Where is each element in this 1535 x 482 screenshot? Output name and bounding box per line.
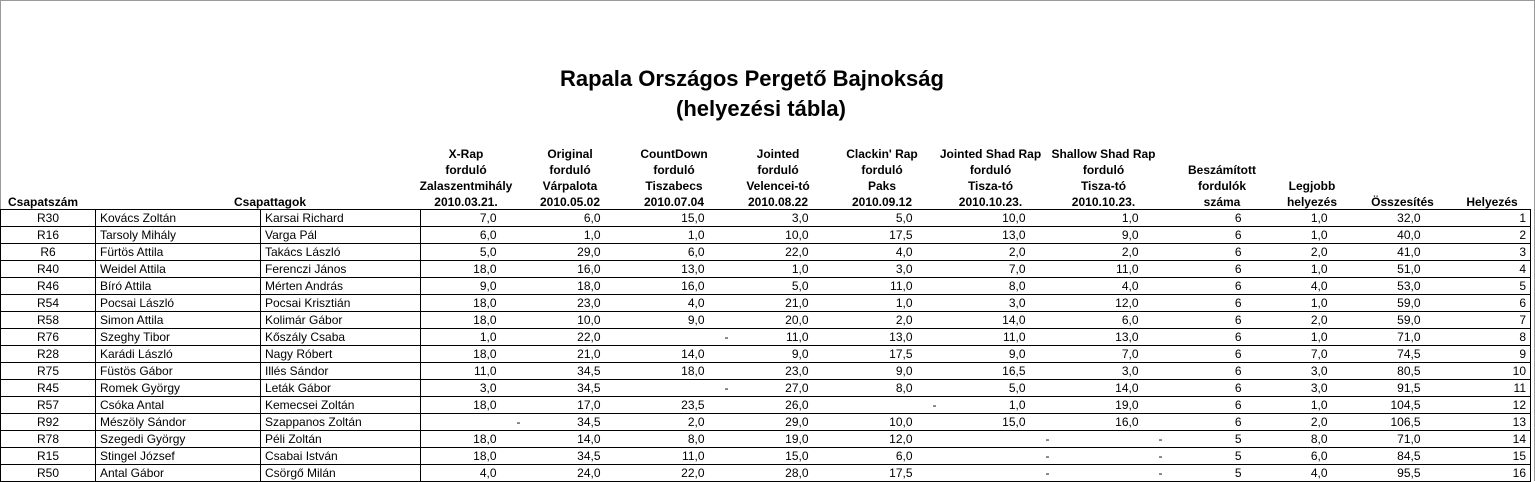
round-2-cell: 17,0 <box>525 397 629 414</box>
table-row <box>1 397 1531 414</box>
round-2-cell: 24,0 <box>525 465 629 482</box>
round-2-cell: 34,5 <box>525 380 629 397</box>
round-6-cell: 15,0 <box>941 414 1054 431</box>
member-1-cell: Karádi László <box>96 346 261 363</box>
table-row <box>1 329 1531 346</box>
rank-cell: 5 <box>1449 278 1531 295</box>
rank-cell: 6 <box>1449 295 1531 312</box>
round-4-cell: 29,0 <box>733 414 837 431</box>
round-7-cell: 2,0 <box>1054 244 1167 261</box>
counted-rounds-cell: 5 <box>1167 465 1276 482</box>
total-cell: 59,0 <box>1356 312 1449 329</box>
team-number-cell: R54 <box>1 295 96 312</box>
round-4-cell: 10,0 <box>733 227 837 244</box>
round-2-cell: 16,0 <box>525 261 629 278</box>
header-round-6: Jointed Shad Rap forduló Tisza-tó 2010.10.23. <box>939 147 1042 209</box>
member-1-cell: Csóka Antal <box>96 397 261 414</box>
total-cell: 51,0 <box>1356 261 1449 278</box>
round-6-cell: 13,0 <box>941 227 1054 244</box>
page-title: Rapala Országos Pergető Bajnokság <box>560 66 944 91</box>
member-1-cell: Kovács Zoltán <box>96 210 261 227</box>
counted-rounds-cell: 6 <box>1167 244 1276 261</box>
round-5-cell: 11,0 <box>837 278 941 295</box>
header-round-7: Shallow Shad Rap forduló Tisza-tó 2010.10.23. <box>1051 147 1156 209</box>
round-6-cell: - <box>941 431 1054 448</box>
header-round-3: CountDown forduló Tiszabecs 2010.07.04 <box>640 147 708 209</box>
round-2-cell: 1,0 <box>525 227 629 244</box>
member-1-cell: Fürtös Attila <box>96 244 261 261</box>
round-5-cell: 5,0 <box>837 210 941 227</box>
round-4-cell: 21,0 <box>733 295 837 312</box>
table-row <box>1 431 1531 448</box>
best-rank-cell: 2,0 <box>1276 244 1356 261</box>
round-3-cell: 1,0 <box>629 227 733 244</box>
round-4-cell: 1,0 <box>733 261 837 278</box>
counted-rounds-cell: 6 <box>1167 363 1276 380</box>
header-team-number: Csapatszám <box>8 195 79 209</box>
counted-rounds-cell: 6 <box>1167 227 1276 244</box>
header-round-4: Jointed forduló Velencei-tó 2010.08.22 <box>746 147 810 209</box>
rank-cell: 1 <box>1449 210 1531 227</box>
round-7-cell: 1,0 <box>1054 210 1167 227</box>
round-4-cell: 28,0 <box>733 465 837 482</box>
table-row <box>1 210 1531 227</box>
counted-rounds-cell: 6 <box>1167 210 1276 227</box>
counted-rounds-cell: 6 <box>1167 278 1276 295</box>
round-2-cell: 14,0 <box>525 431 629 448</box>
header-total: Összesítés <box>1371 195 1434 209</box>
counted-rounds-cell: 6 <box>1167 312 1276 329</box>
round-1-cell: 18,0 <box>421 295 525 312</box>
round-5-cell: 10,0 <box>837 414 941 431</box>
round-1-cell: 11,0 <box>421 363 525 380</box>
round-5-cell: 8,0 <box>837 380 941 397</box>
round-4-cell: 5,0 <box>733 278 837 295</box>
best-rank-cell: 1,0 <box>1276 329 1356 346</box>
total-cell: 53,0 <box>1356 278 1449 295</box>
round-1-cell: - <box>421 414 525 431</box>
counted-rounds-cell: 6 <box>1167 329 1276 346</box>
round-1-cell: 7,0 <box>421 210 525 227</box>
round-1-cell: 3,0 <box>421 380 525 397</box>
total-cell: 40,0 <box>1356 227 1449 244</box>
member-2-cell: Szappanos Zoltán <box>261 414 421 431</box>
team-number-cell: R40 <box>1 261 96 278</box>
best-rank-cell: 1,0 <box>1276 295 1356 312</box>
round-1-cell: 18,0 <box>421 448 525 465</box>
rank-cell: 8 <box>1449 329 1531 346</box>
best-rank-cell: 1,0 <box>1276 210 1356 227</box>
round-1-cell: 18,0 <box>421 261 525 278</box>
total-cell: 84,5 <box>1356 448 1449 465</box>
table-row <box>1 414 1531 431</box>
round-1-cell: 18,0 <box>421 312 525 329</box>
rank-cell: 10 <box>1449 363 1531 380</box>
member-1-cell: Szegedi György <box>96 431 261 448</box>
round-3-cell: 9,0 <box>629 312 733 329</box>
best-rank-cell: 2,0 <box>1276 414 1356 431</box>
member-1-cell: Simon Attila <box>96 312 261 329</box>
rank-cell: 12 <box>1449 397 1531 414</box>
counted-rounds-cell: 6 <box>1167 397 1276 414</box>
round-5-cell: 12,0 <box>837 431 941 448</box>
member-1-cell: Szeghy Tibor <box>96 329 261 346</box>
total-cell: 59,0 <box>1356 295 1449 312</box>
member-2-cell: Péli Zoltán <box>261 431 421 448</box>
round-1-cell: 9,0 <box>421 278 525 295</box>
best-rank-cell: 2,0 <box>1276 312 1356 329</box>
round-7-cell: - <box>1054 465 1167 482</box>
round-4-cell: 3,0 <box>733 210 837 227</box>
round-6-cell: - <box>941 465 1054 482</box>
total-cell: 74,5 <box>1356 346 1449 363</box>
round-1-cell: 6,0 <box>421 227 525 244</box>
team-number-cell: R6 <box>1 244 96 261</box>
round-2-cell: 34,5 <box>525 414 629 431</box>
round-6-cell: 9,0 <box>941 346 1054 363</box>
round-2-cell: 10,0 <box>525 312 629 329</box>
rank-cell: 4 <box>1449 261 1531 278</box>
round-5-cell: 2,0 <box>837 312 941 329</box>
best-rank-cell: 4,0 <box>1276 278 1356 295</box>
round-4-cell: 19,0 <box>733 431 837 448</box>
member-2-cell: Varga Pál <box>261 227 421 244</box>
total-cell: 80,5 <box>1356 363 1449 380</box>
round-3-cell: 6,0 <box>629 244 733 261</box>
member-2-cell: Kőszály Csaba <box>261 329 421 346</box>
round-3-cell: 4,0 <box>629 295 733 312</box>
team-number-cell: R30 <box>1 210 96 227</box>
round-7-cell: 4,0 <box>1054 278 1167 295</box>
member-2-cell: Takács László <box>261 244 421 261</box>
member-2-cell: Csabai István <box>261 448 421 465</box>
round-5-cell: 17,5 <box>837 227 941 244</box>
round-3-cell: 16,0 <box>629 278 733 295</box>
team-number-cell: R57 <box>1 397 96 414</box>
round-6-cell: 8,0 <box>941 278 1054 295</box>
round-7-cell: 12,0 <box>1054 295 1167 312</box>
member-1-cell: Tarsoly Mihály <box>96 227 261 244</box>
total-cell: 41,0 <box>1356 244 1449 261</box>
best-rank-cell: 1,0 <box>1276 397 1356 414</box>
team-number-cell: R16 <box>1 227 96 244</box>
best-rank-cell: 8,0 <box>1276 431 1356 448</box>
round-5-cell: 13,0 <box>837 329 941 346</box>
member-1-cell: Mészöly Sándor <box>96 414 261 431</box>
round-5-cell: 4,0 <box>837 244 941 261</box>
round-1-cell: 4,0 <box>421 465 525 482</box>
rank-cell: 7 <box>1449 312 1531 329</box>
table-row <box>1 448 1531 465</box>
header-rank: Helyezés <box>1466 195 1518 209</box>
total-cell: 91,5 <box>1356 380 1449 397</box>
best-rank-cell: 1,0 <box>1276 261 1356 278</box>
total-cell: 71,0 <box>1356 329 1449 346</box>
team-number-cell: R46 <box>1 278 96 295</box>
round-4-cell: 15,0 <box>733 448 837 465</box>
table-row <box>1 261 1531 278</box>
rank-cell: 2 <box>1449 227 1531 244</box>
team-number-cell: R92 <box>1 414 96 431</box>
round-6-cell: 16,5 <box>941 363 1054 380</box>
counted-rounds-cell: 6 <box>1167 414 1276 431</box>
counted-rounds-cell: 5 <box>1167 448 1276 465</box>
round-1-cell: 18,0 <box>421 346 525 363</box>
member-2-cell: Karsai Richard <box>261 210 421 227</box>
rank-cell: 3 <box>1449 244 1531 261</box>
team-number-cell: R50 <box>1 465 96 482</box>
round-4-cell: 22,0 <box>733 244 837 261</box>
member-2-cell: Illés Sándor <box>261 363 421 380</box>
round-5-cell: - <box>837 397 941 414</box>
round-2-cell: 18,0 <box>525 278 629 295</box>
round-1-cell: 18,0 <box>421 397 525 414</box>
round-4-cell: 9,0 <box>733 346 837 363</box>
member-2-cell: Csörgő Milán <box>261 465 421 482</box>
table-row <box>1 312 1531 329</box>
member-2-cell: Mérten András <box>261 278 421 295</box>
round-2-cell: 29,0 <box>525 244 629 261</box>
team-number-cell: R15 <box>1 448 96 465</box>
round-2-cell: 21,0 <box>525 346 629 363</box>
total-cell: 106,5 <box>1356 414 1449 431</box>
round-7-cell: 13,0 <box>1054 329 1167 346</box>
counted-rounds-cell: 6 <box>1167 380 1276 397</box>
team-number-cell: R45 <box>1 380 96 397</box>
standings-table <box>0 209 1531 482</box>
table-row <box>1 244 1531 261</box>
total-cell: 32,0 <box>1356 210 1449 227</box>
team-number-cell: R76 <box>1 329 96 346</box>
round-3-cell: 8,0 <box>629 431 733 448</box>
header-round-5: Clackin' Rap forduló Paks 2010.09.12 <box>846 147 918 209</box>
round-5-cell: 6,0 <box>837 448 941 465</box>
team-number-cell: R58 <box>1 312 96 329</box>
round-6-cell: 11,0 <box>941 329 1054 346</box>
member-1-cell: Stingel József <box>96 448 261 465</box>
round-5-cell: 3,0 <box>837 261 941 278</box>
round-7-cell: - <box>1054 431 1167 448</box>
rank-cell: 15 <box>1449 448 1531 465</box>
team-number-cell: R75 <box>1 363 96 380</box>
round-4-cell: 23,0 <box>733 363 837 380</box>
counted-rounds-cell: 6 <box>1167 295 1276 312</box>
member-2-cell: Nagy Róbert <box>261 346 421 363</box>
round-2-cell: 34,5 <box>525 448 629 465</box>
header-members: Csapattagok <box>233 195 307 209</box>
round-4-cell: 20,0 <box>733 312 837 329</box>
round-6-cell: 14,0 <box>941 312 1054 329</box>
member-1-cell: Antal Gábor <box>96 465 261 482</box>
round-7-cell: 19,0 <box>1054 397 1167 414</box>
table-row <box>1 278 1531 295</box>
round-7-cell: 6,0 <box>1054 312 1167 329</box>
round-7-cell: 3,0 <box>1054 363 1167 380</box>
counted-rounds-cell: 5 <box>1167 431 1276 448</box>
round-6-cell: 10,0 <box>941 210 1054 227</box>
rank-cell: 16 <box>1449 465 1531 482</box>
round-5-cell: 17,5 <box>837 465 941 482</box>
round-6-cell: 2,0 <box>941 244 1054 261</box>
member-2-cell: Leták Gábor <box>261 380 421 397</box>
header-counted: Beszámított fordulók száma <box>1187 163 1256 209</box>
counted-rounds-cell: 6 <box>1167 261 1276 278</box>
member-2-cell: Kolimár Gábor <box>261 312 421 329</box>
total-cell: 95,5 <box>1356 465 1449 482</box>
member-2-cell: Pocsai Krisztián <box>261 295 421 312</box>
round-2-cell: 34,5 <box>525 363 629 380</box>
table-row <box>1 346 1531 363</box>
header-round-1: X-Rap forduló Zalaszentmihály 2010.03.21. <box>419 147 513 209</box>
round-3-cell: 14,0 <box>629 346 733 363</box>
best-rank-cell: 7,0 <box>1276 346 1356 363</box>
round-3-cell: 13,0 <box>629 261 733 278</box>
member-2-cell: Kemecsei Zoltán <box>261 397 421 414</box>
best-rank-cell: 3,0 <box>1276 363 1356 380</box>
round-4-cell: 26,0 <box>733 397 837 414</box>
header-best: Legjobb helyezés <box>1286 179 1338 209</box>
table-row <box>1 227 1531 244</box>
round-7-cell: 14,0 <box>1054 380 1167 397</box>
round-5-cell: 9,0 <box>837 363 941 380</box>
page-subtitle: (helyezési tábla) <box>676 96 846 121</box>
round-5-cell: 17,5 <box>837 346 941 363</box>
round-3-cell: 18,0 <box>629 363 733 380</box>
round-5-cell: 1,0 <box>837 295 941 312</box>
member-1-cell: Romek György <box>96 380 261 397</box>
round-4-cell: 11,0 <box>733 329 837 346</box>
round-4-cell: 27,0 <box>733 380 837 397</box>
member-1-cell: Pocsai László <box>96 295 261 312</box>
best-rank-cell: 6,0 <box>1276 448 1356 465</box>
round-3-cell: 11,0 <box>629 448 733 465</box>
round-7-cell: 16,0 <box>1054 414 1167 431</box>
round-1-cell: 5,0 <box>421 244 525 261</box>
counted-rounds-cell: 6 <box>1167 346 1276 363</box>
round-3-cell: - <box>629 329 733 346</box>
table-row <box>1 380 1531 397</box>
round-3-cell: 2,0 <box>629 414 733 431</box>
round-1-cell: 1,0 <box>421 329 525 346</box>
round-3-cell: 22,0 <box>629 465 733 482</box>
round-2-cell: 22,0 <box>525 329 629 346</box>
member-1-cell: Füstös Gábor <box>96 363 261 380</box>
total-cell: 71,0 <box>1356 431 1449 448</box>
round-1-cell: 18,0 <box>421 431 525 448</box>
round-6-cell: 3,0 <box>941 295 1054 312</box>
table-row <box>1 295 1531 312</box>
rank-cell: 13 <box>1449 414 1531 431</box>
best-rank-cell: 1,0 <box>1276 227 1356 244</box>
team-number-cell: R78 <box>1 431 96 448</box>
round-6-cell: 5,0 <box>941 380 1054 397</box>
round-2-cell: 6,0 <box>525 210 629 227</box>
rank-cell: 11 <box>1449 380 1531 397</box>
rank-cell: 14 <box>1449 431 1531 448</box>
round-3-cell: - <box>629 380 733 397</box>
member-1-cell: Weidel Attila <box>96 261 261 278</box>
round-7-cell: 7,0 <box>1054 346 1167 363</box>
round-6-cell: - <box>941 448 1054 465</box>
best-rank-cell: 3,0 <box>1276 380 1356 397</box>
team-number-cell: R28 <box>1 346 96 363</box>
best-rank-cell: 4,0 <box>1276 465 1356 482</box>
round-2-cell: 23,0 <box>525 295 629 312</box>
header-round-2: Original forduló Várpalota 2010.05.02 <box>539 147 601 209</box>
round-3-cell: 15,0 <box>629 210 733 227</box>
round-6-cell: 7,0 <box>941 261 1054 278</box>
table-row <box>1 363 1531 380</box>
round-7-cell: - <box>1054 448 1167 465</box>
total-cell: 104,5 <box>1356 397 1449 414</box>
round-6-cell: 1,0 <box>941 397 1054 414</box>
round-7-cell: 11,0 <box>1054 261 1167 278</box>
member-1-cell: Bíró Attila <box>96 278 261 295</box>
member-2-cell: Ferenczi János <box>261 261 421 278</box>
round-7-cell: 9,0 <box>1054 227 1167 244</box>
round-3-cell: 23,5 <box>629 397 733 414</box>
rank-cell: 9 <box>1449 346 1531 363</box>
table-row <box>1 465 1531 482</box>
